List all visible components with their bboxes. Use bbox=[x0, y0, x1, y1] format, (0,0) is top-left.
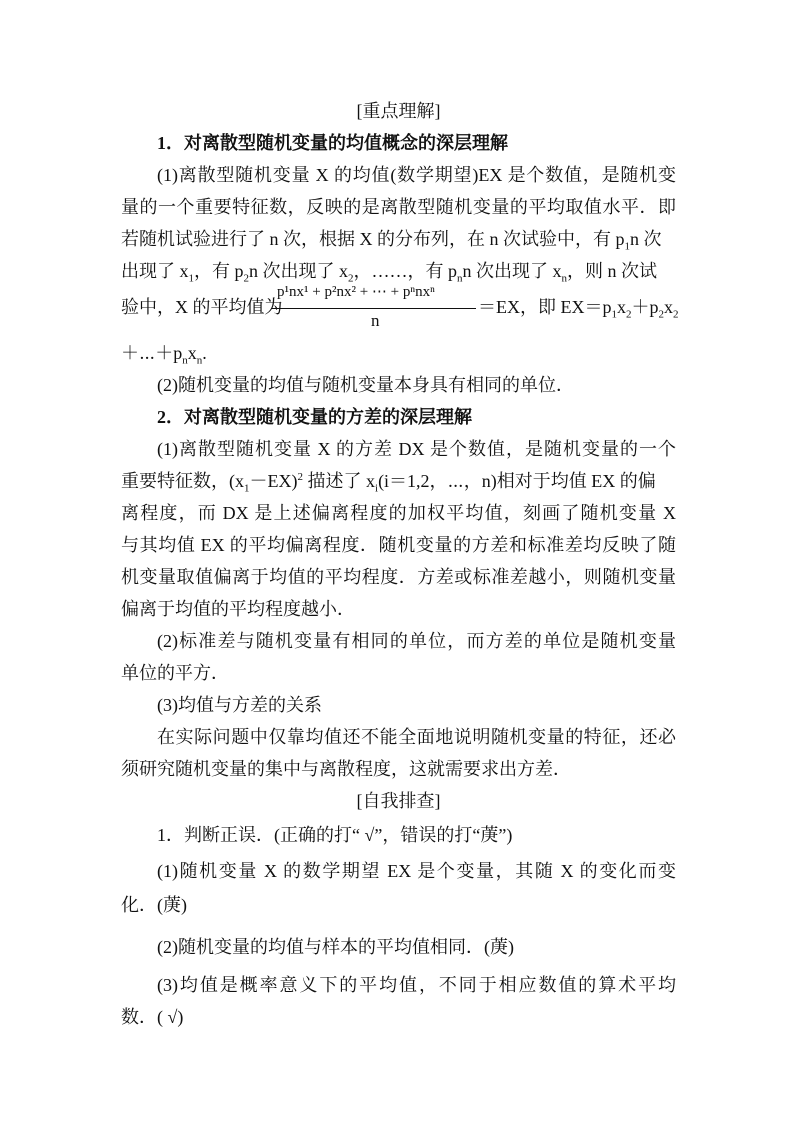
paragraph-line: 出现了 $x_1$，有 $p_2n$ 次出现了 $x_2$，……，有 $p_nn$ 次出现了 $x_n$，则 n 次试 bbox=[121, 261, 657, 285]
paragraph-line: 验中，X 的平均值为 bbox=[121, 297, 283, 317]
paragraph-line: 在实际问题中仅靠均值还不能全面地说明随机变量的特征，还必 bbox=[157, 727, 676, 747]
question-line: (1)随机变量 X 的数学期望 EX 是个变量，其随 X 的变化而变 bbox=[157, 861, 676, 881]
question-line: (3)均值是概率意义下的平均值，不同于相应数值的算术平均 bbox=[157, 975, 676, 995]
question-line: (2)随机变量的均值与样本的平均值相同．(菮) bbox=[157, 937, 514, 957]
paragraph-line: (2)随机变量的均值与随机变量本身具有相同的单位． bbox=[157, 375, 574, 395]
question-line: 数．( √) bbox=[121, 1007, 184, 1027]
paragraph-line: 量的一个重要特征数，反映的是离散型随机变量的平均取值水平．即 bbox=[121, 197, 676, 217]
fraction-denominator: n bbox=[371, 311, 380, 330]
paragraph-line: 离程度，而 DX 是上述偏离程度的加权平均值，刻画了随机变量 X bbox=[121, 503, 676, 523]
heading-mean-concept: 1．对离散型随机变量的均值概念的深层理解 bbox=[157, 133, 508, 153]
fraction-numerator: p¹nx¹ + p²nx² + ⋯ + pⁿnxⁿ bbox=[277, 284, 435, 300]
paragraph-line: (2)标准差与随机变量有相同的单位，而方差的单位是随机变量 bbox=[157, 631, 676, 651]
paragraph-line: 须研究随机变量的集中与离散程度，这就需要求出方差． bbox=[121, 759, 571, 779]
paragraph-line: 重要特征数，$(x_1-EX)^2$ 描述了 $x_i(i=1,2$，⋯，n)相对于均值 EX 的偏 bbox=[121, 471, 656, 495]
paragraph-line: (3)均值与方差的关系 bbox=[157, 695, 322, 715]
paragraph-line: 偏离于均值的平均程度越小． bbox=[121, 599, 355, 619]
paragraph-line: 机变量取值偏离于均值的平均程度．方差或标准差越小，则随机变量 bbox=[121, 567, 676, 587]
paragraph-line: $+\cdots+p_nx_n$. bbox=[121, 343, 207, 367]
paragraph-line: (1)离散型随机变量 X 的均值(数学期望)EX 是个数值，是随机变 bbox=[157, 165, 676, 185]
paragraph-line: 与其均值 EX 的平均偏离程度．随机变量的方差和标准差均反映了随 bbox=[121, 535, 676, 555]
question-intro: 1．判断正误．(正确的打“ √”，错误的打“菮”) bbox=[157, 825, 513, 845]
section-heading-key-points: [重点理解] bbox=[356, 101, 441, 121]
fraction-bar bbox=[271, 308, 476, 309]
paragraph-line: (1)离散型随机变量 X 的方差 DX 是个数值，是随机变量的一个 bbox=[157, 439, 676, 459]
paragraph-line: ＝EX，即 $EX=p_1x_2+p_2x_2$ bbox=[478, 297, 679, 321]
paragraph-line: 单位的平方． bbox=[121, 663, 229, 683]
heading-variance-concept: 2．对离散型随机变量的方差的深层理解 bbox=[157, 407, 472, 427]
section-heading-self-check: [自我排查] bbox=[356, 791, 441, 811]
question-line: 化．(菮) bbox=[121, 895, 187, 915]
paragraph-line: 若随机试验进行了 n 次，根据 X 的分布列，在 n 次试验中，有 $p_1n$ 次 bbox=[121, 229, 662, 253]
